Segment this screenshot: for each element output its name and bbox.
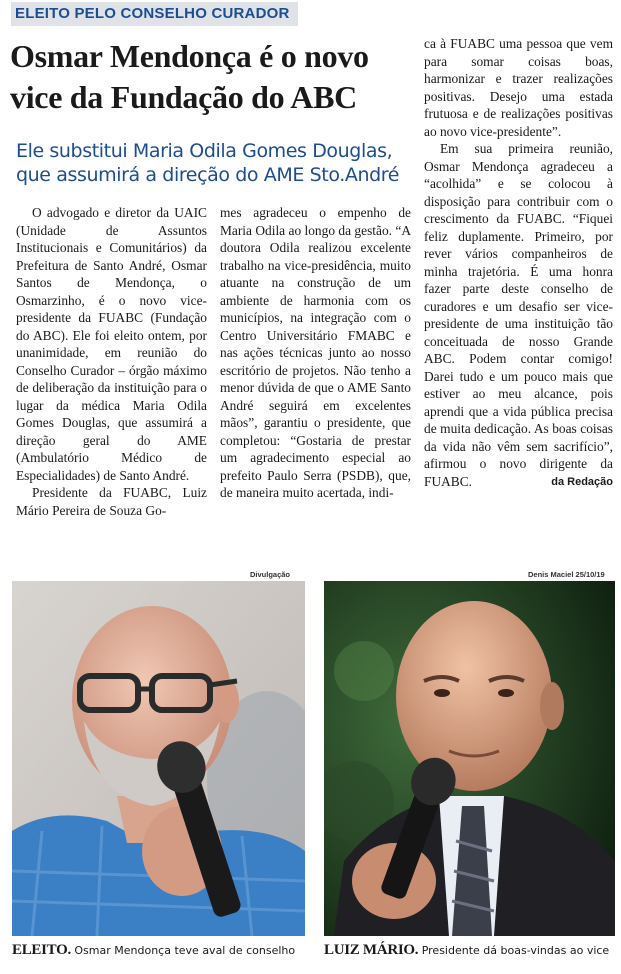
paragraph: Presidente da FUABC, Luiz Mário Pereira de Souza Go- [16,485,207,518]
photo-caption-2 [324,942,609,959]
article-column-1 [16,204,207,519]
photo-image [12,581,305,936]
photo-luiz-mario [324,581,615,936]
byline: da Redação [551,476,613,488]
photo-credit-2: Denis Maciel 25/10/19 [528,570,605,579]
caption-lead: ELEITO. [12,942,71,958]
kicker-text: ELEITO PELO CONSELHO CURADOR [15,5,290,22]
paragraph: O advogado e diretor da UAIC (Unidade de Assuntos Institucionais e Comunitários) da Prefeitura de Santo André, Osmar Santos de Mendonça, o Osmarzinho, é o novo vice-presidente da FUABC (Fundação do ABC). Ele foi eleito ontem, por unanimidade, em reunião do Conselho Curador – órgão máximo de deliberação da instituição para o lugar da médica Maria Odila Gomes Douglas, que assumirá a direção geral do AME (Ambulatório Médico de Especialidades) de Santo André. [16,205,207,483]
caption-text: Osmar Mendonça teve aval de conselho [70,944,296,957]
photo-credit-1: Divulgação [250,570,291,579]
photo-osmar-mendonca [12,581,305,936]
photo-caption-1 [12,942,295,959]
caption-text: Presidente dá boas-vindas ao vice [418,944,610,957]
article-column-2 [220,204,411,502]
section-kicker [11,2,298,26]
article-column-3 [424,35,613,488]
caption-lead: LUIZ MÁRIO. [324,942,419,958]
subheadline: Ele substitui Maria Odila Gomes Douglas, que assumirá a direção do AME Sto.André [16,140,400,186]
paragraph: ca à FUABC uma pessoa que vem para somar coisas boas, harmonizar e trazer realizações positivas. Desejo uma estada frutuosa e de realizações positivas ao novo vice-presidente”. [424,36,613,139]
paragraph: Em sua primeira reunião, Osmar Mendonça agradeceu a “acolhida” e se colocou à disposição para contribuir com o crescimento da FUABC. “Fiquei feliz duplamente. Primeiro, por rever vários companheiros de minha trajetória. É uma honra fazer parte deste conselho de curadores e um desafio ser vice-presidente de uma instituição tão conceituada de nosso Grande ABC. Podem contar comigo! Darei tudo e um pouco mais que estiver ao meu alcance, pois aprendi que a vida pública precisa de muita dedicação. As boas coisas da vida não vêm sem sacrifício”, afirmou o novo dirigente da FUABC. [424,141,613,489]
photo-image [324,581,615,936]
paragraph: mes agradeceu o empenho de Maria Odila ao longo da gestão. “A doutora Odila realizou excelente trabalho na vice-presidência, muito atuante na construção de um ambiente de harmonia com os municípios, na integração com o Centro Universitário FMABC e nas ações técnicas junto ao nosso escritório de projetos. Não tenho a menor dúvida de que o AME Santo André seguirá em excelentes mãos”, garantiu o presidente, que completou: “Gostaria de prestar um agradecimento especial ao prefeito Paulo Serra (PSDB), que, de maneira muito acertada, indi- [220,205,411,500]
headline: Osmar Mendonça é o novo vice da Fundação do ABC [10,38,369,115]
